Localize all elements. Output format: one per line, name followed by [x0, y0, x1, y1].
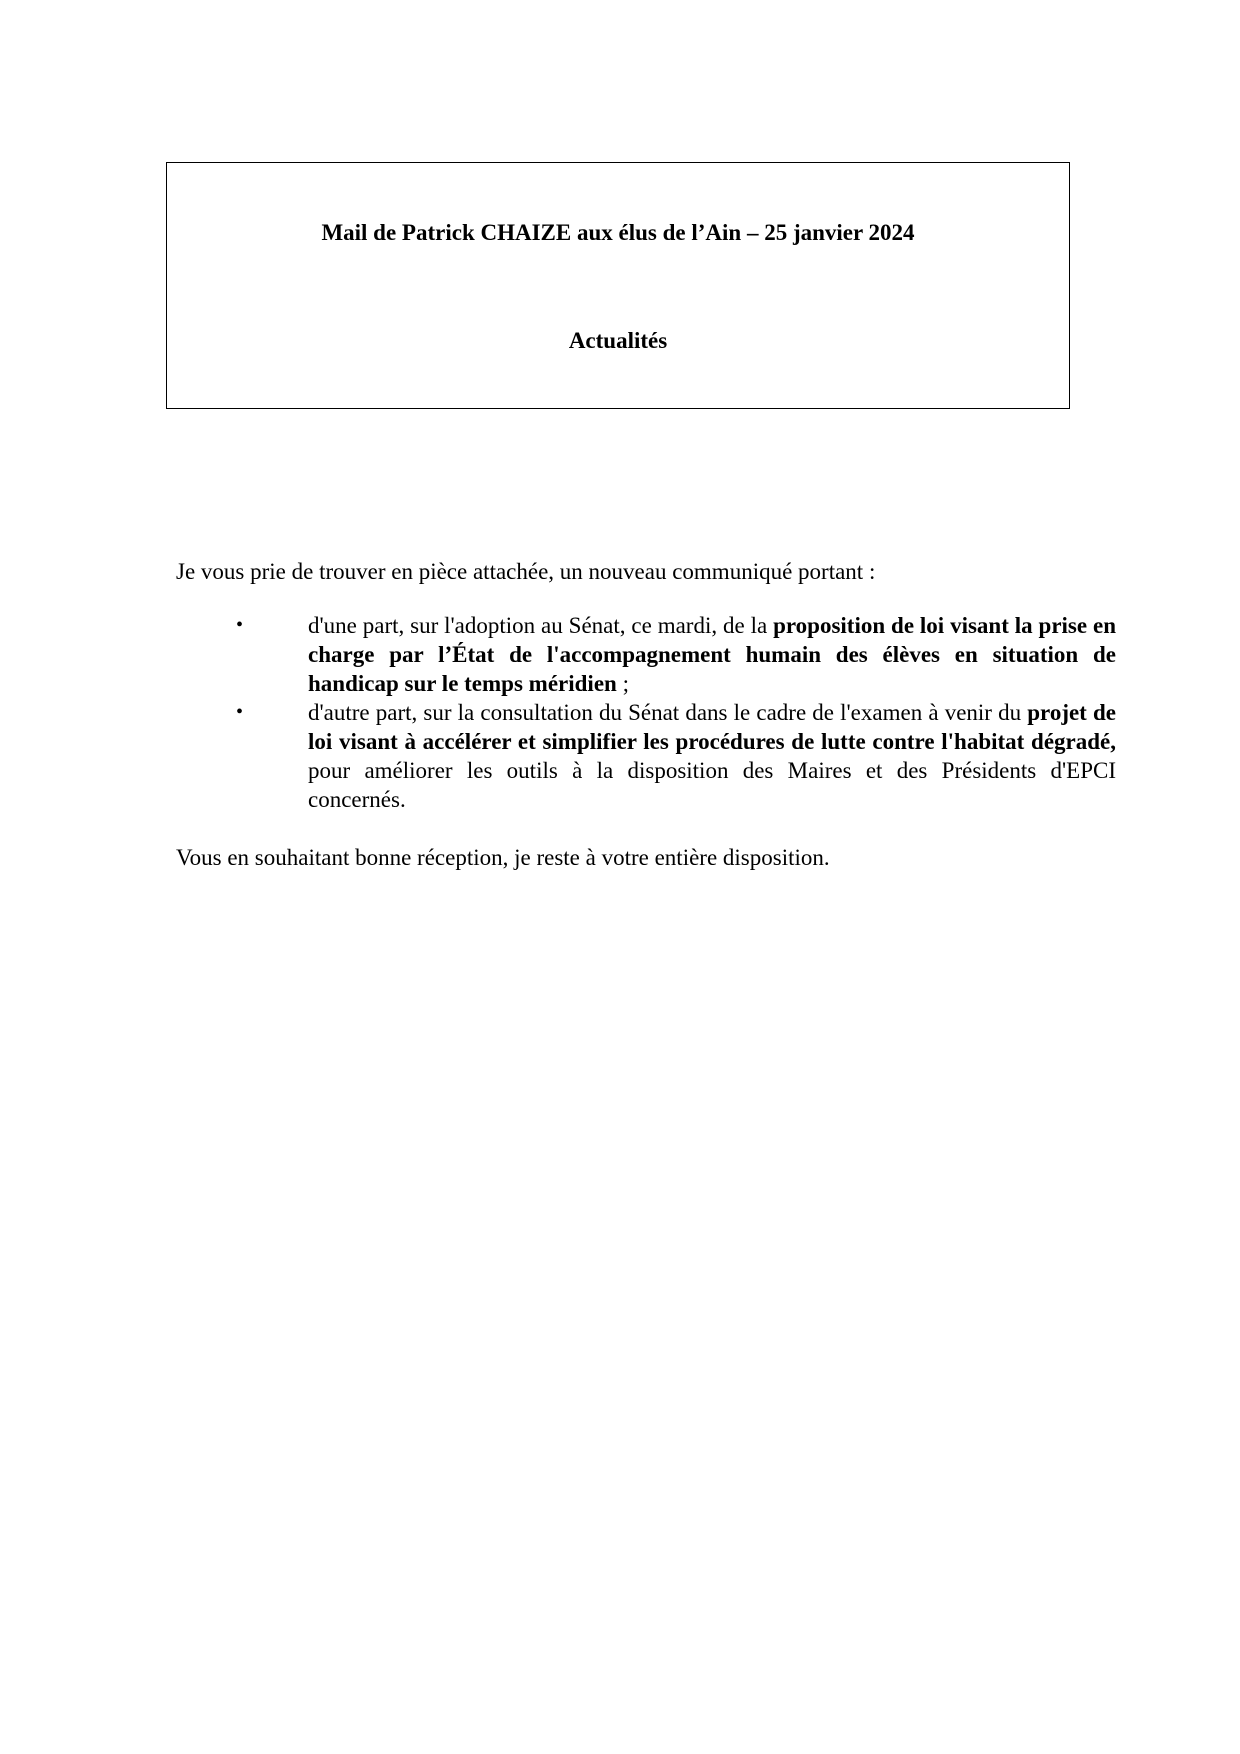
list-item: [176, 698, 1116, 814]
bullet-text: [308, 613, 1116, 696]
closing-paragraph: Vous en souhaitant bonne réception, je reste à votre entière disposition.: [176, 845, 830, 870]
bullet-text-pre: d'autre part, sur la consultation du Sénat dans le cadre de l'examen à venir du: [308, 700, 1028, 725]
intro-paragraph: Je vous prie de trouver en pièce attachée, un nouveau communiqué portant :: [176, 559, 876, 584]
bullet-text: [308, 700, 1116, 812]
bullet-icon: •: [236, 701, 244, 723]
header-box: [166, 162, 1070, 409]
bullet-text-post: pour améliorer les outils à la disposition des Maires et des Présidents d'EPCI concernés.: [308, 758, 1116, 812]
document-title: Mail de Patrick CHAIZE aux élus de l’Ain – 25 janvier 2024: [321, 220, 915, 245]
bullet-list: [176, 611, 1116, 814]
bullet-text-post: ;: [616, 671, 629, 696]
bullet-text-bold: projet de loi visant à accélérer et simplifier les procédures de lutte contre l'habitat dégradé,: [308, 700, 1116, 754]
document-subtitle: Actualités: [568, 328, 668, 353]
bullet-icon: •: [236, 614, 244, 636]
list-item: [176, 611, 1116, 698]
bullet-text-bold: proposition de loi visant la prise en charge par l’État de l'accompagnement humain des élèves en situation de handicap sur le temps méridien: [308, 613, 1116, 696]
bullet-text-pre: d'une part, sur l'adoption au Sénat, ce mardi, de la: [308, 613, 774, 638]
